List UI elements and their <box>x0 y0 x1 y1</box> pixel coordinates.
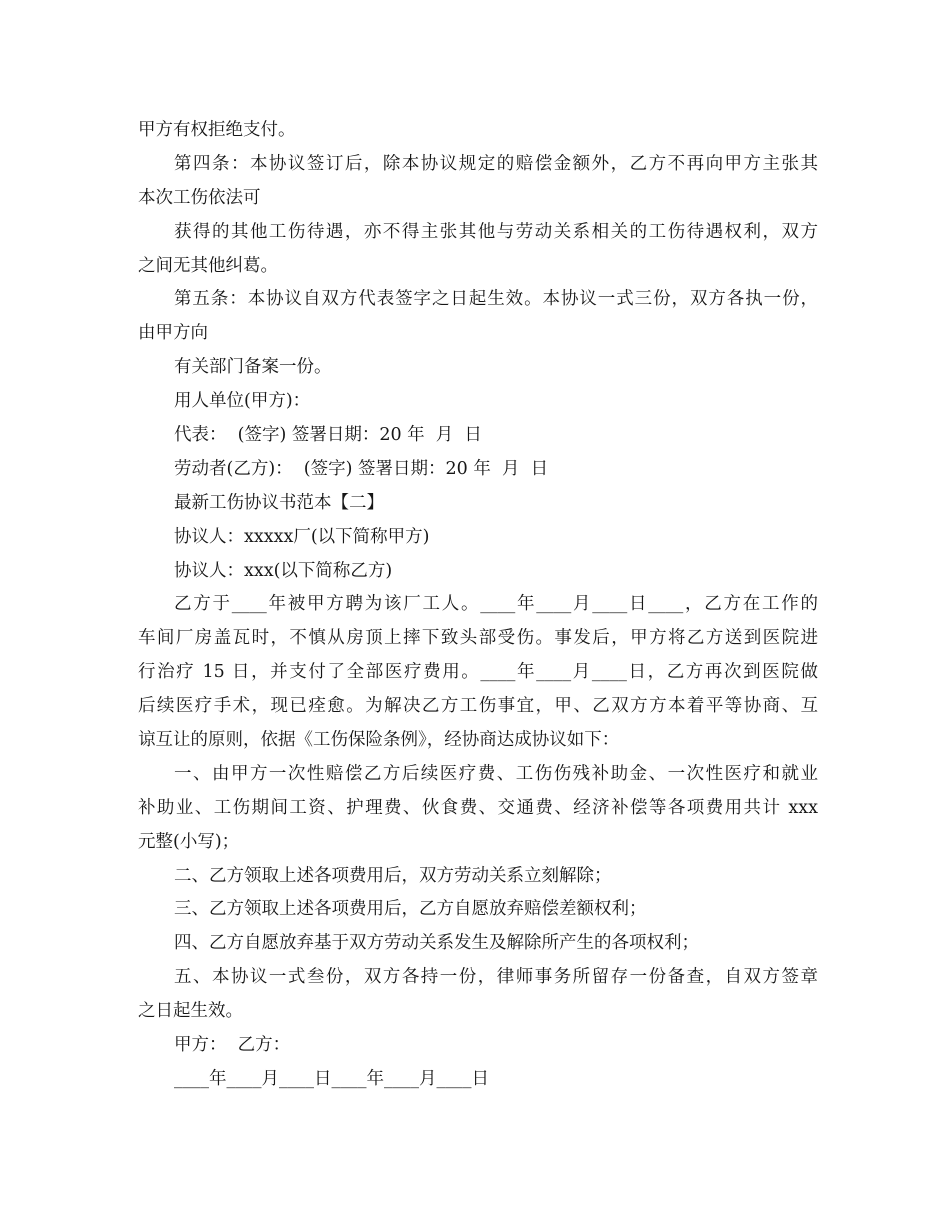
document-line-13: 协议人：xxxxx厂(以下简称甲方) <box>174 526 430 547</box>
document-line-4: 获得的其他工伤待遇，亦不得主张其他与劳动关系相关的工伤待遇权利，双方 <box>174 221 818 242</box>
document-line-2: 第四条：本协议签订后，除本协议规定的赔偿金额外，乙方不再向甲方主张其 <box>174 153 818 174</box>
document-line-11: 劳动者(乙方)： (签字) 签署日期：20 年 月 日 <box>174 458 549 479</box>
document-line-3: 本次工伤依法可 <box>138 187 261 208</box>
document-line-21: 补助业、工伤期间工资、护理费、伙食费、交通费、经济补偿等各项费用共计 xxx <box>138 797 818 818</box>
document-line-7: 由甲方向 <box>138 323 208 344</box>
document-line-6: 第五条：本协议自双方代表签字之日起生效。本协议一式三份，双方各执一份， <box>174 289 818 310</box>
document-line-12: 最新工伤协议书范本【二】 <box>174 492 384 513</box>
document-line-9: 用人单位(甲方)： <box>174 391 311 412</box>
document-line-1: 甲方有权拒绝支付。 <box>138 120 296 140</box>
document-body <box>138 114 818 1097</box>
document-line-27: 之日起生效。 <box>138 1001 243 1022</box>
document-line-24: 三、乙方领取上述各项费用后，乙方自愿放弃赔偿差额权利； <box>174 899 647 920</box>
document-line-29: ____年____月____日____年____月____日 <box>174 1068 489 1089</box>
document-line-14: 协议人：xxx(以下简称乙方) <box>174 560 393 581</box>
document-line-15: 乙方于____年被甲方聘为该厂工人。____年____月____日____，乙方在工作的 <box>174 594 818 615</box>
document-line-8: 有关部门备案一份。 <box>174 357 332 378</box>
document-line-23: 二、乙方领取上述各项费用后，双方劳动关系立刻解除； <box>174 865 612 886</box>
document-line-26: 五、本协议一式叁份，双方各持一份，律师事务所留存一份备查，自双方签章 <box>174 967 818 988</box>
document-line-10: 代表： (签字) 签署日期：20 年 月 日 <box>174 425 482 446</box>
document-line-5: 之间无其他纠葛。 <box>138 255 278 276</box>
document-line-25: 四、乙方自愿放弃基于双方劳动关系发生及解除所产生的各项权利； <box>174 933 699 954</box>
document-line-28: 甲方： 乙方： <box>174 1035 291 1056</box>
document-line-16: 车间厂房盖瓦时，不慎从房顶上摔下致头部受伤。事发后，甲方将乙方送到医院进 <box>138 628 818 649</box>
document-line-19: 谅互让的原则，依据《工伤保险条例》，经协商达成协议如下： <box>138 730 620 751</box>
document-line-20: 一、由甲方一次性赔偿乙方后续医疗费、工伤伤残补助金、一次性医疗和就业 <box>174 763 818 784</box>
document-line-17: 行治疗 15 日，并支付了全部医疗费用。____年____月____日，乙方再次到医院做 <box>138 662 818 683</box>
document-line-18: 后续医疗手术，现已痊愈。为解决乙方工伤事宜，甲、乙双方方本着平等协商、互 <box>138 696 818 717</box>
document-line-22: 元整(小写)； <box>138 831 240 852</box>
